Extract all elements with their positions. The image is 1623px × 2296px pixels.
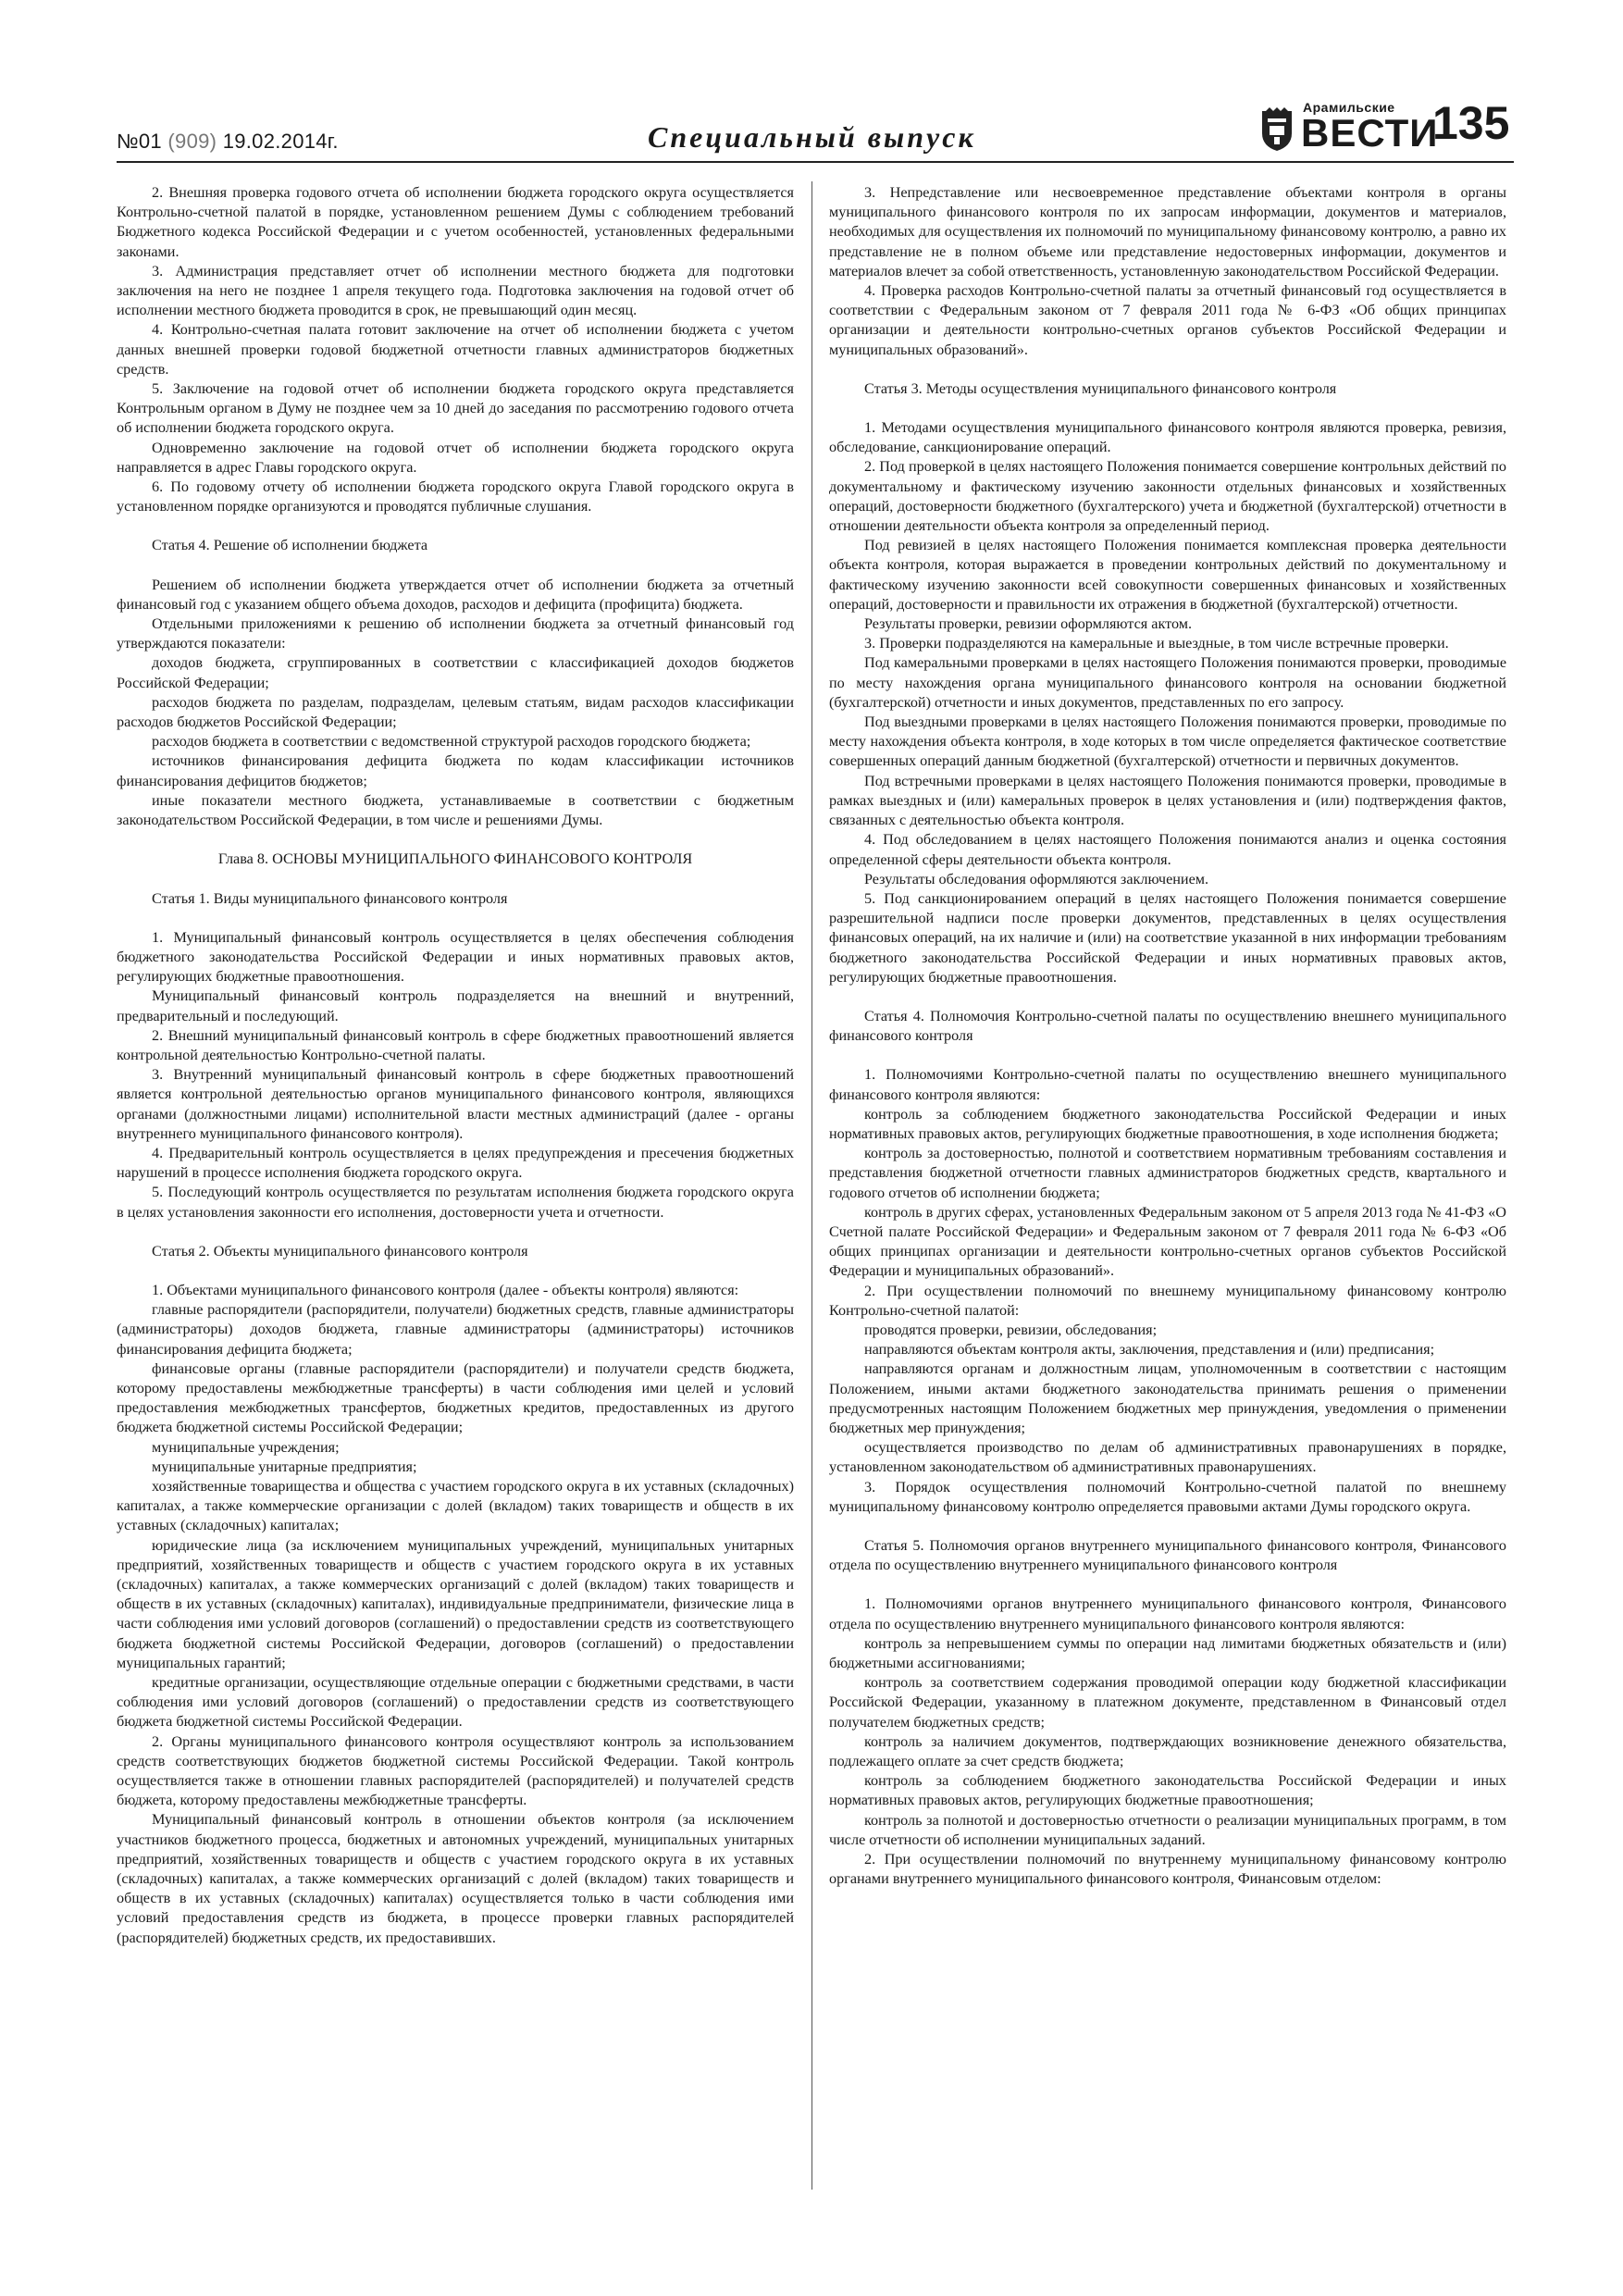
paragraph: 2. При осуществлении полномочий по внешнему муниципальному финансовому контролю Контрольно-счетной палатой: <box>829 1282 1506 1319</box>
paragraph: 5. Последующий контроль осуществляется по результатам исполнения бюджета городского округа в целях установления законности его исполнения, достоверности учета и отчетности. <box>117 1184 794 1221</box>
paragraph: 5. Под санкционированием операций в целях настоящего Положения понимается совершение разрешительной надписи после проверки документов, представленных в целях осуществления финансовых операций, на их наличие и (или) на соответствие указанной в них информации требованиям бюджетного законодательства Российской Федерации и иных нормативных правовых актов, регулирующих бюджетные правоотношения. <box>829 889 1506 986</box>
paragraph: 2. Под проверкой в целях настоящего Положения понимается совершение контрольных действий по документальному и фактическому изучению законности отдельных финансовых и хозяйственных операций, достоверности бюджетного (бухгалтерского) учета и бюджетной (бухгалтерской) отчетности в отношении деятельности объекта контроля за определенный период. <box>829 458 1506 535</box>
paragraph: финансовые органы (главные распорядители (распорядители) и получатели средств бюджета, которому предоставлены межбюджетные трансферты) в части соблюдения ими целей и условий предоставления межбюджетных трансфертов, бюджетных кредитов, предоставленных из другого бюджета бюджетной системы Российской Федерации; <box>117 1359 794 1436</box>
paragraph: 3. Администрация представляет отчет об исполнении местного бюджета для подготовки заключения на него не позднее 1 апреля текущего года. Подготовка заключения на годовой отчет об исполнении местного бюджета проводится в срок, не превышающий один месяц. <box>117 262 794 319</box>
paragraph: контроль за полнотой и достоверностью отчетности о реализации муниципальных программ, в том числе отчетности об исполнении муниципальных заданий. <box>829 1811 1506 1848</box>
paragraph: 2. Внешняя проверка годового отчета об исполнении бюджета городского округа осуществляется Контрольно-счетной палатой в порядке, установленном решением Думы с соблюдением требований Бюджетного кодекса Российской Федерации и с учетом особенностей, установленных федеральными законами. <box>117 184 794 260</box>
paragraph: контроль за наличием документов, подтверждающих возникновение денежного обязательства, подлежащего оплате за счет средств бюджета; <box>829 1732 1506 1770</box>
chapter-heading: Глава 8. ОСНОВЫ МУНИЦИПАЛЬНОГО ФИНАНСОВОГО КОНТРОЛЯ <box>217 850 693 868</box>
paragraph: доходов бюджета, сгруппированных в соответствии с классификацией доходов бюджетов Российской Федерации; <box>117 654 794 691</box>
paragraph: 4. Под обследованием в целях настоящего Положения понимаются анализ и оценка состояния определенной сферы деятельности объекта контроля. <box>829 831 1506 868</box>
paragraph: Под выездными проверками в целях настоящего Положения понимаются проверки, проводимые по месту нахождения объекта контроля, в ходе которых в том числе определяется фактическое соответствие совершенных операций данным бюджетной (бухгалтерской) отчетности и первичных документов. <box>829 714 1506 770</box>
issue-number: №01 <box>117 130 162 153</box>
paragraph: 3. Непредставление или несвоевременное представление объектами контроля в органы муниципального финансового контроля по их запросам информации, документов и материалов, необходимых для осуществления их полномочий по муниципальному финансовому контролю, а равно их представление не в полном объеме или представление недостоверных информации, документов и материалов влечет за собой ответственность, установленную законодательством Российской Федерации. <box>829 184 1506 279</box>
paragraph: Одновременно заключение на годовой отчет об исполнении бюджета городского округа направляется в адрес Главы городского округа. <box>117 439 794 476</box>
paragraph: 1. Полномочиями Контрольно-счетной палаты по осуществлению внешнего муниципального финансового контроля являются: <box>829 1066 1506 1103</box>
paragraph: муниципальные учреждения; <box>152 1438 340 1456</box>
paragraph: контроль за соответствием содержания проводимой операции коду бюджетной классификации Российской Федерации, указанному в платежном документе, представленном в Финансовый отдел получателем бюджетных средств; <box>829 1674 1506 1731</box>
paragraph: иные показатели местного бюджета, устанавливаемые в соответствии с бюджетным законодательством Российской Федерации, в том числе и решениями Думы. <box>117 791 794 829</box>
paragraph: проводятся проверки, ревизии, обследования; <box>864 1321 1158 1338</box>
paragraph: источников финансирования дефицита бюджета по кодам классификации источников финансирования дефицитов бюджетов; <box>117 752 794 789</box>
paragraph: 4. Проверка расходов Контрольно-счетной палаты за отчетный финансовый год осуществляется в соответствии с Федеральным законом от 7 февраля 2011 года № 6-ФЗ «Об общих принципах организации и деятельности контрольно-счетных органов субъектов Российской Федерации и муниципальных образований». <box>829 282 1506 358</box>
paragraph: 2. Органы муниципального финансового контроля осуществляют контроль за использованием средств соответствующих бюджетов бюджетной системы Российской Федерации. Такой контроль осуществляется также в отношении главных распорядителей (распорядителей) и получателей средств бюджета, которому предоставлены межбюджетные трансферты. <box>117 1732 794 1809</box>
article-heading: Статья 2. Объекты муниципального финансового контроля <box>152 1242 528 1260</box>
article-heading: Статья 4. Полномочия Контрольно-счетной палаты по осуществлению внешнего муниципального финансового контроля <box>829 1007 1506 1045</box>
logo-title: ВЕСТИ <box>1301 111 1439 155</box>
paragraph: расходов бюджета в соответствии с ведомственной структурой расходов городского бюджета; <box>152 733 751 751</box>
paragraph: Муниципальный финансовый контроль подразделяется на внешний и внутренний, предварительный и последующий. <box>117 987 794 1024</box>
issue-total-number: (909) <box>167 130 217 153</box>
right-column <box>829 183 1506 1889</box>
paragraph: расходов бюджета по разделам, подразделам, целевым статьям, видам расходов классификации расходов бюджетов Российской Федерации; <box>117 693 794 731</box>
paragraph: 2. Внешний муниципальный финансовый контроль в сфере бюджетных правоотношений является контрольной деятельностью Контрольно-счетной палаты. <box>117 1026 794 1063</box>
paragraph: направляются объектам контроля акты, заключения, представления и (или) предписания; <box>864 1341 1435 1359</box>
newspaper-logo <box>1251 100 1439 159</box>
paragraph: Результаты проверки, ревизии оформляются актом. <box>864 615 1193 633</box>
article-heading: Статья 5. Полномочия органов внутреннего муниципального финансового контроля, Финансового отдела по осуществлению внутреннего муниципального финансового контроля <box>829 1537 1506 1574</box>
paragraph: главные распорядители (распорядители, получатели) бюджетных средств, главные администраторы (администраторы) доходов бюджета, главные администраторы (администраторы) источников финансирования дефицита бюджета; <box>117 1301 794 1358</box>
paragraph: 2. При осуществлении полномочий по внутреннему муниципальному финансовому контролю органами внутреннего муниципального финансового контроля, Финансовым отделом: <box>829 1851 1506 1888</box>
section-title: Специальный выпуск <box>648 120 976 154</box>
paragraph: контроль в других сферах, установленных Федеральным законом от 5 апреля 2013 года № 41-ФЗ «О Счетной палате Российской Федерации» и Федеральным законом от 7 февраля 2011 года № 6-ФЗ «Об общих принципах организации и деятельности контрольно-счетных органов субъектов Российской Федерации и муниципальных образований». <box>829 1203 1506 1280</box>
header-rule <box>117 161 1514 163</box>
paragraph: 4. Контрольно-счетная палата готовит заключение на отчет об исполнении бюджета с учетом данных внешней проверки годовой бюджетной отчетности главных администраторов бюджетных средств. <box>117 321 794 378</box>
paragraph: Решением об исполнении бюджета утверждается отчет об исполнении бюджета за отчетный финансовый год с указанием общего объема доходов, расходов и дефицита (профицита) бюджета. <box>117 576 794 613</box>
page-number: 135 <box>1432 97 1510 149</box>
left-column <box>117 183 794 1948</box>
article-heading: Статья 1. Виды муниципального финансового контроля <box>152 889 508 907</box>
paragraph: контроль за непревышением суммы по операции над лимитами бюджетных обязательств и (или) бюджетными ассигнованиями; <box>829 1634 1506 1672</box>
paragraph: 3. Порядок осуществления полномочий Контрольно-счетной палатой по внешнему муниципальному финансовому контролю определяется правовыми актами Думы городского округа. <box>829 1478 1506 1515</box>
paragraph: 1. Полномочиями органов внутреннего муниципального финансового контроля, Финансового отдела по осуществлению внутреннего муниципального финансового контроля являются: <box>829 1595 1506 1632</box>
article-heading: Статья 4. Решение об исполнении бюджета <box>152 537 428 554</box>
paragraph: Под камеральными проверками в целях настоящего Положения понимаются проверки, проводимые по месту нахождения органа муниципального финансового контроля на основании бюджетной (бухгалтерской) отчетности и иных документов, представленных по его запросу. <box>829 654 1506 711</box>
page-header <box>0 0 1623 185</box>
paragraph: направляются органам и должностным лицам, уполномоченным в соответствии с настоящим Положением, иными актами бюджетного законодательства принимать решения о применении предусмотренных настоящим Положением бюджетных мер принуждения, уведомления о применении бюджетных мер принуждения; <box>829 1360 1506 1436</box>
article-heading: Статья 3. Методы осуществления муниципального финансового контроля <box>864 379 1337 397</box>
paragraph: 1. Муниципальный финансовый контроль осуществляется в целях обеспечения соблюдения бюджетного законодательства Российской Федерации и иных нормативных правовых актов, регулирующих бюджетные правоотношения. <box>117 928 794 986</box>
paragraph: контроль за достоверностью, полнотой и соответствием нормативным требованиям составления и представления бюджетной отчетности главных администраторов бюджетных средств, квартального и годового отчетов об исполнении бюджета; <box>829 1145 1506 1201</box>
paragraph: кредитные организации, осуществляющие отдельные операции с бюджетными средствами, в части соблюдения ими условий договоров (соглашений) о предоставлении средств из соответствующего бюджета бюджетной системы Российской Федерации. <box>117 1674 794 1731</box>
paragraph: 3. Проверки подразделяются на камеральные и выездные, в том числе встречные проверки. <box>864 635 1449 652</box>
issue-date: 19.02.2014г. <box>222 130 339 153</box>
paragraph: Муниципальный финансовый контроль в отношении объектов контроля (за исключением участников бюджетного процесса, бюджетных и автономных учреждений, муниципальных унитарных предприятий, хозяйственных товариществ и обществ с участием городского округа в их уставных (складочных) капиталах, а также коммерческих организаций с долей (вкладом) таких товариществ и обществ в их уставных (складочных) капиталах) осуществляется только в части соблюдения ими условий предоставления средств из бюджета, в процессе проверки главных распорядителей (распорядителей) бюджетных средств, их предоставивших. <box>117 1811 794 1946</box>
paragraph: Результаты обследования оформляются заключением. <box>864 870 1209 887</box>
paragraph: 1. Методами осуществления муниципального финансового контроля являются проверка, ревизия, обследование, санкционирование операций. <box>829 419 1506 456</box>
paragraph: Отдельными приложениями к решению об исполнении бюджета за отчетный финансовый год утверждаются показатели: <box>117 615 794 652</box>
town-crest-icon <box>1260 107 1294 152</box>
issue-info <box>117 130 339 154</box>
paragraph: контроль за соблюдением бюджетного законодательства Российской Федерации и иных нормативных правовых актов, регулирующих бюджетные правоотношения, в ходе исполнения бюджета; <box>829 1105 1506 1142</box>
paragraph: 5. Заключение на годовой отчет об исполнении бюджета городского округа представляется Контрольным органом в Думу не позднее чем за 10 дней до заседания по рассмотрению годового отчета об исполнении бюджета городского округа. <box>117 380 794 437</box>
paragraph: муниципальные унитарные предприятия; <box>152 1458 417 1475</box>
paragraph: Под ревизией в целях настоящего Положения понимается комплексная проверка деятельности объекта контроля, которая выражается в проведении контрольных действий по документальному и фактическому изучению законности всей совокупности совершенных финансовых и хозяйственных операций, достоверности и правильности их отражения в бюджетной (бухгалтерской) отчетности. <box>829 537 1506 613</box>
paragraph: Под встречными проверками в целях настоящего Положения понимаются проверки, проводимые в рамках выездных и (или) камеральных проверок в целях установления и (или) подтверждения фактов, связанных с деятельностью объекта контроля. <box>829 772 1506 829</box>
paragraph: хозяйственные товарищества и общества с участием городского округа в их уставных (складочных) капиталах, а также коммерческие организации с долей (вкладом) таких товариществ и обществ в их уставных (складочных) капиталах; <box>117 1477 794 1534</box>
paragraph: контроль за соблюдением бюджетного законодательства Российской Федерации и иных нормативных правовых актов, регулирующих бюджетные правоотношения; <box>829 1772 1506 1809</box>
paragraph: 3. Внутренний муниципальный финансовый контроль в сфере бюджетных правоотношений является контрольной деятельностью органов муниципального финансового контроля, являющихся органами (должностными лицами) исполнительной власти местных администраций (далее - органы внутреннего муниципального финансового контроля). <box>117 1066 794 1142</box>
logo-subtitle: Арамильские <box>1303 100 1395 115</box>
paragraph: 1. Объектами муниципального финансового контроля (далее - объекты контроля) являются: <box>152 1281 739 1298</box>
paragraph: осуществляется производство по делам об административных правонарушениях в порядке, установленном законодательством об административных правонарушениях. <box>829 1439 1506 1476</box>
paragraph: юридические лица (за исключением муниципальных учреждений, муниципальных унитарных предприятий, хозяйственных товариществ и обществ с участием городского округа в их уставных (складочных) капиталах, а также коммерческих организаций с долей (вкладом) таких товариществ и обществ в их уставных (складочных) капиталах), индивидуальные предприниматели, физические лица в части соблюдения ими условий договоров (соглашений) о предоставлении средств из соответствующего бюджета бюджетной системы Российской Федерации, договоров (соглашений) о предоставлении муниципальных гарантий; <box>117 1536 794 1671</box>
paragraph: 4. Предварительный контроль осуществляется в целях предупреждения и пресечения бюджетных нарушений в процессе исполнения бюджета городского округа. <box>117 1144 794 1182</box>
paragraph: 6. По годовому отчету об исполнении бюджета городского округа Главой городского округа в установленном порядке организуются и проводятся публичные слушания. <box>117 478 794 515</box>
